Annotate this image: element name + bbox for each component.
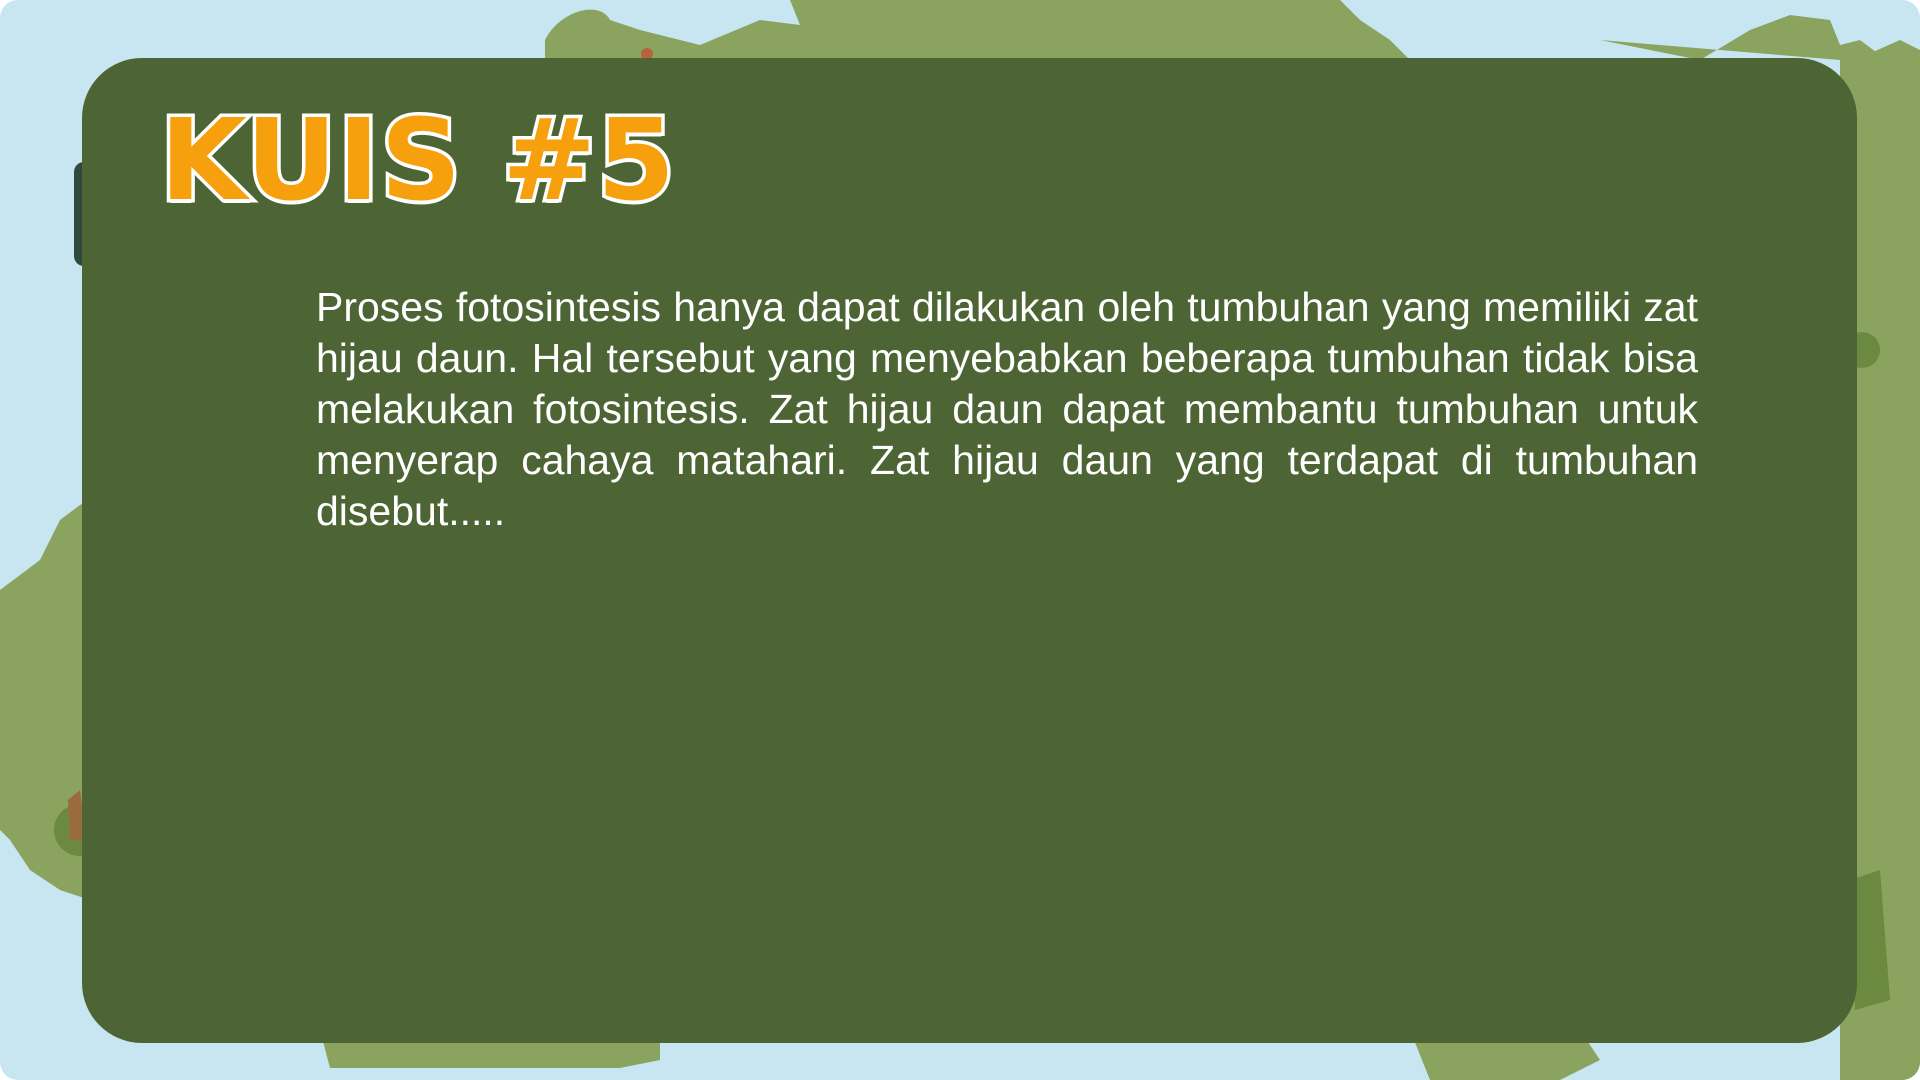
landmass-top-center [545,0,1410,60]
question-text: Proses fotosintesis hanya dapat dilakukan oleh tumbuhan yang memiliki zat hijau daun. Hal tersebut yang menyebabkan beberapa tumbuhan tidak bisa melakukan fotosintesis. Zat hijau daun dapat membantu tumbuhan untuk menyerap cahaya matahari. Zat hijau daun yang terdapat di tumbuhan disebut..... [316,284,1698,534]
quiz-title: KUIS #5 [160,96,676,226]
